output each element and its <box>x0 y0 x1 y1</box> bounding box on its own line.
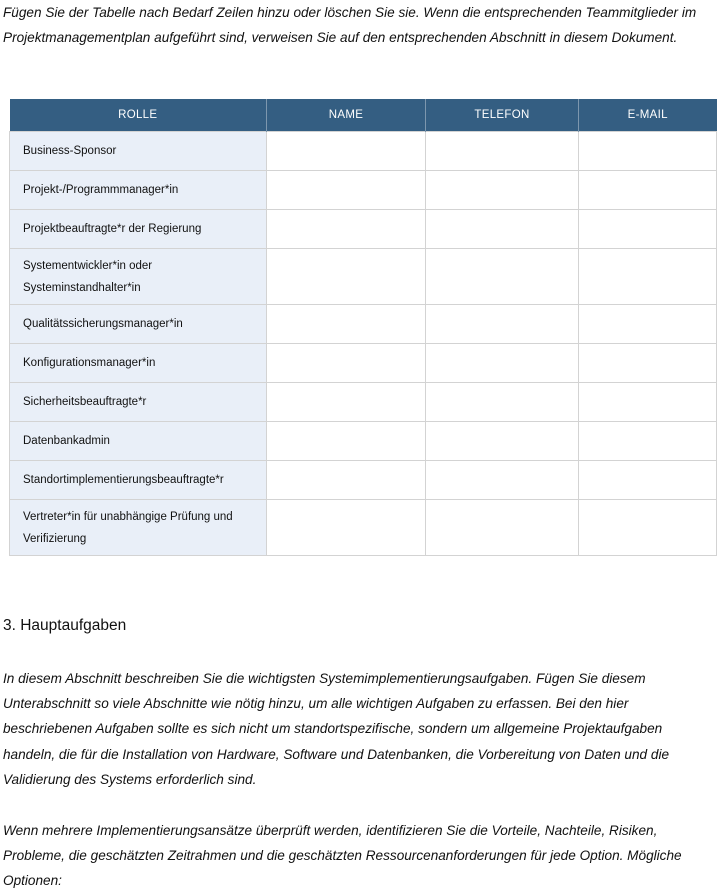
phone-cell[interactable] <box>426 344 579 383</box>
column-header-phone: TELEFON <box>426 99 579 132</box>
column-header-email: E-MAIL <box>579 99 717 132</box>
column-header-role: ROLLE <box>10 99 267 132</box>
name-cell[interactable] <box>267 344 426 383</box>
roles-table <box>9 99 717 556</box>
table-row <box>10 132 717 171</box>
email-cell[interactable] <box>579 344 717 383</box>
phone-cell[interactable] <box>426 132 579 171</box>
name-cell[interactable] <box>267 305 426 344</box>
table-header-row <box>10 99 717 132</box>
phone-cell[interactable] <box>426 249 579 305</box>
role-cell: Projekt-/Programmmanager*in <box>10 171 267 210</box>
email-cell[interactable] <box>579 500 717 556</box>
role-cell: Konfigurationsmanager*in <box>10 344 267 383</box>
table-row <box>10 422 717 461</box>
phone-cell[interactable] <box>426 171 579 210</box>
role-cell: Systementwickler*in oder Systeminstandhalter*in <box>10 249 267 305</box>
name-cell[interactable] <box>267 461 426 500</box>
table-row <box>10 249 717 305</box>
email-cell[interactable] <box>579 422 717 461</box>
table-row <box>10 344 717 383</box>
phone-cell[interactable] <box>426 461 579 500</box>
role-cell: Qualitätssicherungsmanager*in <box>10 305 267 344</box>
table-row <box>10 461 717 500</box>
intro-paragraph: Fügen Sie der Tabelle nach Bedarf Zeilen hinzu oder löschen Sie sie. Wenn die entsprechenden Teammitglieder im Projektmanagementplan aufgeführt sind, verweisen Sie auf den entsprechenden Abschnitt in diesem Dokument. <box>3 5 697 45</box>
table-row <box>10 210 717 249</box>
table-row <box>10 500 717 556</box>
name-cell[interactable] <box>267 422 426 461</box>
email-cell[interactable] <box>579 210 717 249</box>
role-cell: Datenbankadmin <box>10 422 267 461</box>
name-cell[interactable] <box>267 132 426 171</box>
email-cell[interactable] <box>579 461 717 500</box>
section-paragraph-1: In diesem Abschnitt beschreiben Sie die wichtigsten Systemimplementierungsaufgaben. Fügen Sie diesem Unterabschnitt so viele Abschnitte wie nötig hinzu, um alle wichtigen Aufgaben zu erfassen. Bei den hier beschriebenen Aufgaben sollte es sich nicht um standortspezifische, sondern um allgemeine Projektaufgaben handeln, die für die Installation von Hardware, Software und Datenbanken, die Vorbereitung von Daten und die Validierung des Systems erforderlich sind. <box>3 671 670 787</box>
role-cell: Standortimplementierungsbeauftragte*r <box>10 461 267 500</box>
name-cell[interactable] <box>267 210 426 249</box>
name-cell[interactable] <box>267 249 426 305</box>
phone-cell[interactable] <box>426 383 579 422</box>
role-cell: Projektbeauftragte*r der Regierung <box>10 210 267 249</box>
email-cell[interactable] <box>579 383 717 422</box>
role-cell: Vertreter*in für unabhängige Prüfung und Verifizierung <box>10 500 267 556</box>
section-heading: 3. Hauptaufgaben <box>3 617 127 634</box>
email-cell[interactable] <box>579 171 717 210</box>
phone-cell[interactable] <box>426 210 579 249</box>
phone-cell[interactable] <box>426 305 579 344</box>
name-cell[interactable] <box>267 500 426 556</box>
table-row <box>10 171 717 210</box>
email-cell[interactable] <box>579 305 717 344</box>
section-paragraph-2: Wenn mehrere Implementierungsansätze überprüft werden, identifizieren Sie die Vorteile, Nachteile, Risiken, Probleme, die geschätzten Zeitrahmen und die geschätzten Ressourcenanforderungen für jede Option. Mögliche Optionen: <box>3 823 682 889</box>
phone-cell[interactable] <box>426 422 579 461</box>
name-cell[interactable] <box>267 383 426 422</box>
table-row <box>10 383 717 422</box>
phone-cell[interactable] <box>426 500 579 556</box>
name-cell[interactable] <box>267 171 426 210</box>
role-cell: Sicherheitsbeauftragte*r <box>10 383 267 422</box>
column-header-name: NAME <box>267 99 426 132</box>
email-cell[interactable] <box>579 132 717 171</box>
table-row <box>10 305 717 344</box>
role-cell: Business-Sponsor <box>10 132 267 171</box>
email-cell[interactable] <box>579 249 717 305</box>
